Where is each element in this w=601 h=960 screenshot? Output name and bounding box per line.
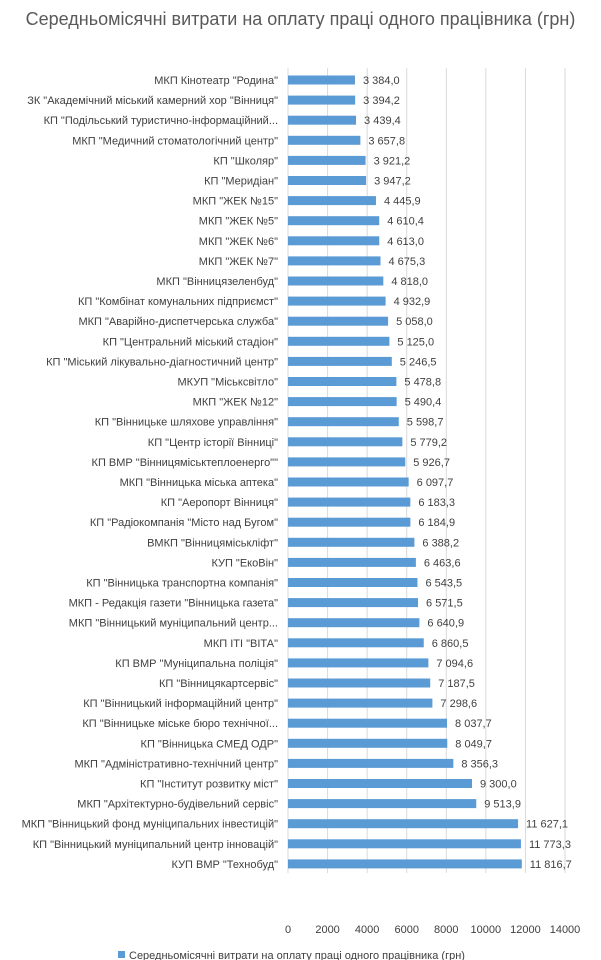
- bar: [288, 739, 447, 748]
- category-label: МКП "Вінницязеленбуд": [156, 276, 278, 288]
- category-label: МКП "ЖЕК №12": [192, 396, 278, 409]
- category-label: МКП ІТІ "ВІТА": [203, 637, 278, 650]
- value-label: 6 184,9: [418, 517, 456, 530]
- bar: [288, 337, 389, 346]
- category-label: КП "Подільський туристично-інформаційний...: [43, 115, 278, 128]
- category-label: КП "Школяр": [213, 155, 278, 168]
- bar: [288, 377, 396, 386]
- bar: [288, 819, 518, 828]
- bar: [288, 196, 376, 205]
- legend-swatch: [118, 951, 125, 958]
- x-tick-label: 12000: [510, 924, 541, 936]
- bar: [288, 156, 366, 165]
- bar: [288, 679, 430, 688]
- bar: [288, 96, 355, 105]
- category-label: КП "Аеропорт Вінниця": [160, 497, 278, 510]
- bar: [288, 658, 428, 667]
- value-label: 5 478,8: [404, 376, 442, 389]
- category-label: МКП "Аварійно-диспетчерська служба": [78, 316, 278, 329]
- category-label: КП "Комбінат комунальних підприємст": [77, 296, 278, 309]
- value-label: 6 388,2: [422, 537, 460, 550]
- value-label: 4 818,0: [391, 276, 429, 288]
- bar: [288, 116, 356, 125]
- bar: [288, 357, 392, 366]
- category-label: КП "Радіокомпанія "Місто над Бугом": [89, 517, 278, 530]
- value-label: 7 298,6: [440, 698, 478, 711]
- value-label: 6 463,6: [423, 557, 461, 570]
- bar: [288, 176, 366, 185]
- category-label: КП "Вінницький муніципальний центр інновацій": [32, 838, 278, 851]
- value-label: 5 926,7: [413, 456, 450, 469]
- value-label: 4 932,9: [393, 296, 431, 309]
- bar: [288, 839, 521, 848]
- category-label: МКП Кінотеатр "Родина": [154, 75, 278, 87]
- category-label: МКУП "Міськсвітло": [177, 376, 278, 389]
- bar: [288, 136, 360, 145]
- bar: [288, 417, 399, 426]
- value-label: 6 543,5: [425, 577, 463, 590]
- bar: [288, 317, 388, 326]
- value-label: 5 125,0: [397, 336, 435, 349]
- category-label: КП "Вінницька СМЕД ОДР": [140, 738, 278, 751]
- value-label: 4 675,3: [388, 255, 426, 268]
- value-label: 4 445,9: [383, 195, 421, 208]
- value-label: 3 947,2: [374, 175, 411, 188]
- bar: [288, 457, 405, 466]
- category-label: КУП ВМР "Технобуд": [171, 858, 278, 871]
- category-label: КП ВМР "Муніципальна поліція": [115, 657, 278, 670]
- category-label: КП "Вінницький інформаційний центр": [83, 698, 278, 711]
- value-label: 11 773,3: [528, 838, 571, 851]
- category-label: МКП "Адміністративно-технічний центр": [74, 758, 278, 771]
- value-label: 8 356,3: [461, 758, 499, 771]
- bar: [288, 437, 402, 446]
- x-tick-label: 14000: [549, 924, 581, 936]
- category-label: КП "Вінницька транспортна компанія": [86, 577, 278, 590]
- value-label: 3 394,2: [363, 95, 400, 108]
- bar: [288, 478, 409, 487]
- bar: [288, 397, 397, 406]
- bar: [288, 799, 476, 808]
- category-label: КП "Вінницякартсервіс": [159, 678, 278, 690]
- value-label: 4 613,0: [387, 235, 424, 248]
- x-tick-label: 10000: [470, 924, 502, 936]
- category-label: МКП "ЖЕК №6": [198, 235, 278, 248]
- bar: [288, 859, 522, 868]
- value-label: 7 187,5: [438, 678, 475, 690]
- category-label: МКП - Редакція газети "Вінницька газета": [68, 597, 278, 610]
- chart-title: Середньомісячні витрати на оплату праці одного працівника (грн): [25, 9, 576, 29]
- bar: [288, 578, 417, 587]
- bar: [288, 719, 447, 728]
- bar: [288, 538, 414, 547]
- value-label: 6 183,3: [418, 497, 456, 510]
- bar: [288, 618, 419, 627]
- category-label: МКП "Архітектурно-будівельний сервіс": [77, 798, 278, 811]
- bar: [288, 699, 432, 708]
- value-label: 4 610,4: [387, 215, 424, 228]
- category-label: КП ВМР "Вінницяміськтеплоенерго"": [91, 456, 278, 469]
- x-tick-label: 8000: [434, 924, 459, 936]
- value-label: 3 439,4: [364, 115, 401, 128]
- category-label: КУП "ЕкоВін": [211, 557, 278, 570]
- x-tick-label: 6000: [394, 924, 419, 936]
- value-label: 9 300,0: [480, 778, 517, 791]
- bar: [288, 779, 472, 788]
- category-label: КП "Центр історії Вінниці": [147, 436, 278, 449]
- legend-label: Середньомісячні витрати на оплату праці одного працівника (грн): [129, 950, 465, 960]
- value-label: 5 779,2: [410, 436, 448, 449]
- bar: [288, 256, 381, 265]
- value-label: 9 513,9: [484, 798, 521, 811]
- category-label: КП "Вінницьке шляхове управління": [94, 416, 278, 429]
- category-label: КП "Інститут розвитку міст": [140, 778, 278, 791]
- x-tick-label: 4000: [354, 924, 380, 936]
- value-label: 8 049,7: [455, 738, 492, 751]
- value-label: 11 627,1: [526, 818, 569, 831]
- value-label: 5 490,4: [404, 396, 442, 409]
- value-label: 11 816,7: [529, 858, 572, 871]
- value-label: 3 657,8: [368, 135, 406, 148]
- category-label: МКП "ЖЕК №7": [198, 255, 278, 268]
- category-label: МКП "ЖЕК №5": [198, 215, 278, 228]
- value-label: 6 860,5: [431, 637, 469, 650]
- value-label: 6 097,7: [416, 477, 454, 489]
- value-label: 3 921,2: [373, 155, 411, 168]
- value-label: 8 037,7: [455, 718, 492, 731]
- bar: [288, 558, 416, 567]
- bar: [288, 236, 379, 245]
- value-label: 6 640,9: [427, 617, 465, 630]
- value-label: 5 058,0: [396, 316, 433, 329]
- category-label: КП "Центральний міський стадіон": [102, 336, 278, 349]
- bar: [288, 759, 453, 768]
- value-label: 6 571,5: [426, 597, 463, 610]
- bar: [288, 76, 355, 85]
- category-label: КП "Міський лікувально-діагностичний центр": [46, 356, 278, 369]
- bar: [288, 216, 379, 225]
- category-label: ВМКП "Вінницяміськліфт": [147, 537, 278, 550]
- bar: [288, 518, 410, 527]
- category-label: МКП "ЖЕК №15": [192, 195, 278, 208]
- x-tick-label: 2000: [315, 924, 340, 936]
- value-label: 7 094,6: [436, 657, 474, 670]
- category-label: МКП "Вінницький муніципальний центр...: [68, 617, 278, 630]
- category-label: МКП "Медичний стоматологічний центр": [72, 135, 278, 148]
- category-label: ЗК "Академічний міський камерний хор "Вінниця": [27, 95, 278, 108]
- bar: [288, 297, 386, 306]
- value-label: 5 598,7: [406, 416, 444, 429]
- x-tick-label: 0: [284, 924, 292, 936]
- category-label: КП "Меридіан": [204, 175, 278, 188]
- category-label: МКП "Вінницький фонд муніципальних інвестицій": [21, 818, 278, 831]
- value-label: 3 384,0: [362, 75, 400, 87]
- category-label: КП "Вінницьке міське бюро технічної...: [82, 718, 278, 731]
- bar: [288, 498, 410, 507]
- bar: [288, 277, 383, 286]
- bar: [288, 598, 418, 607]
- value-label: 5 246,5: [399, 356, 437, 369]
- category-label: МКП "Вінницька міська аптека": [119, 477, 278, 489]
- bar: [288, 638, 424, 647]
